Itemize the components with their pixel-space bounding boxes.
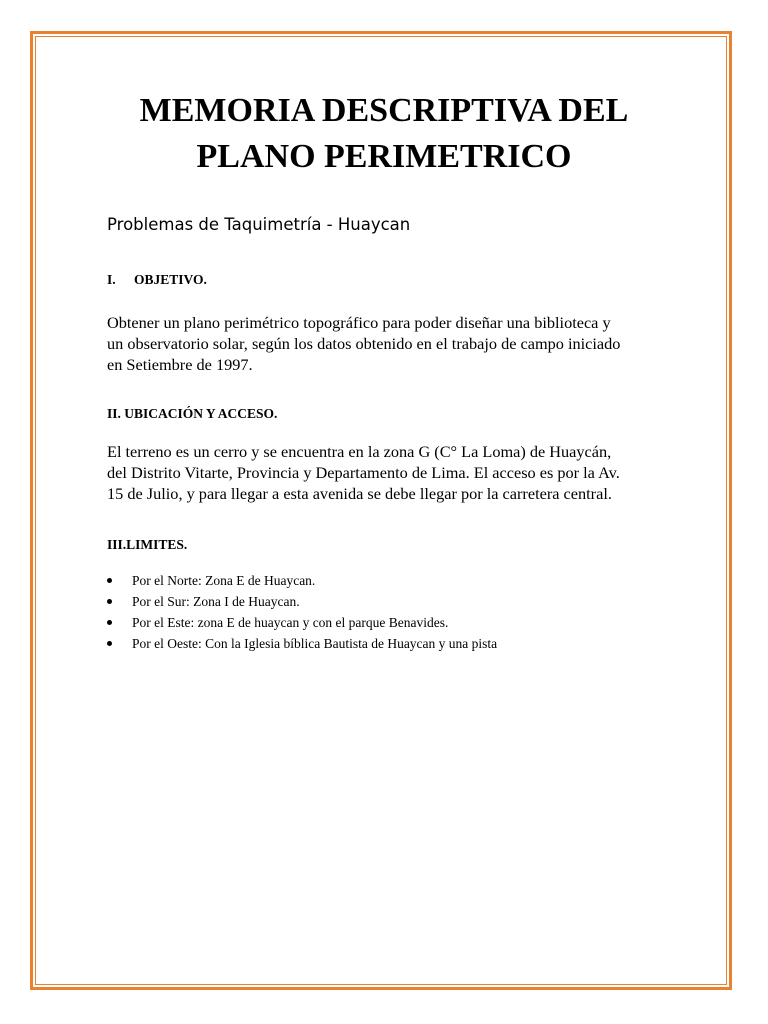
section-heading-text: OBJETIVO. <box>134 272 207 287</box>
section-heading-ubicacion: II. UBICACIÓN Y ACCESO. <box>107 406 278 421</box>
bullet-icon <box>107 578 112 583</box>
section-heading-objetivo <box>107 271 207 289</box>
list-item <box>107 570 667 591</box>
paragraph-line: 15 de Julio, y para llegar a esta avenida se debe llegar por la carretera central. <box>107 484 612 503</box>
limits-list <box>107 570 667 654</box>
bullet-icon <box>107 620 112 625</box>
paragraph-line: El terreno es un cerro y se encuentra en la zona G (C° La Loma) de Huaycán, <box>107 442 612 461</box>
document-title-line-2: PLANO PERIMETRICO <box>196 138 572 175</box>
list-item-text: Por el Norte: Zona E de Huaycan. <box>132 573 316 588</box>
list-item-text: Por el Este: zona E de huaycan y con el parque Benavides. <box>132 615 449 630</box>
list-item-text: Por el Sur: Zona I de Huaycan. <box>132 594 300 609</box>
document-subtitle: Problemas de Taquimetría - Huaycan <box>107 215 411 234</box>
section-number: I. <box>107 272 116 287</box>
list-item <box>107 591 667 612</box>
bullet-icon <box>107 641 112 646</box>
document-title <box>0 88 768 180</box>
bullet-icon <box>107 599 112 604</box>
list-item <box>107 612 667 633</box>
list-item <box>107 633 667 654</box>
paragraph-line: un observatorio solar, según los datos obtenido en el trabajo de campo iniciado <box>107 334 621 353</box>
paragraph-line: Obtener un plano perimétrico topográfico para poder diseñar una biblioteca y <box>107 313 611 332</box>
paragraph-line: del Distrito Vitarte, Provincia y Departamento de Lima. El acceso es por la Av. <box>107 463 620 482</box>
list-item-text: Por el Oeste: Con la Iglesia bíblica Bautista de Huaycan y una pista <box>132 636 498 651</box>
paragraph-line: en Setiembre de 1997. <box>107 355 253 374</box>
section-heading-limites: III.LIMITES. <box>107 537 188 552</box>
section-body-objetivo <box>107 312 677 375</box>
document-title-line-1: MEMORIA DESCRIPTIVA DEL <box>139 92 629 129</box>
section-body-ubicacion <box>107 441 677 504</box>
